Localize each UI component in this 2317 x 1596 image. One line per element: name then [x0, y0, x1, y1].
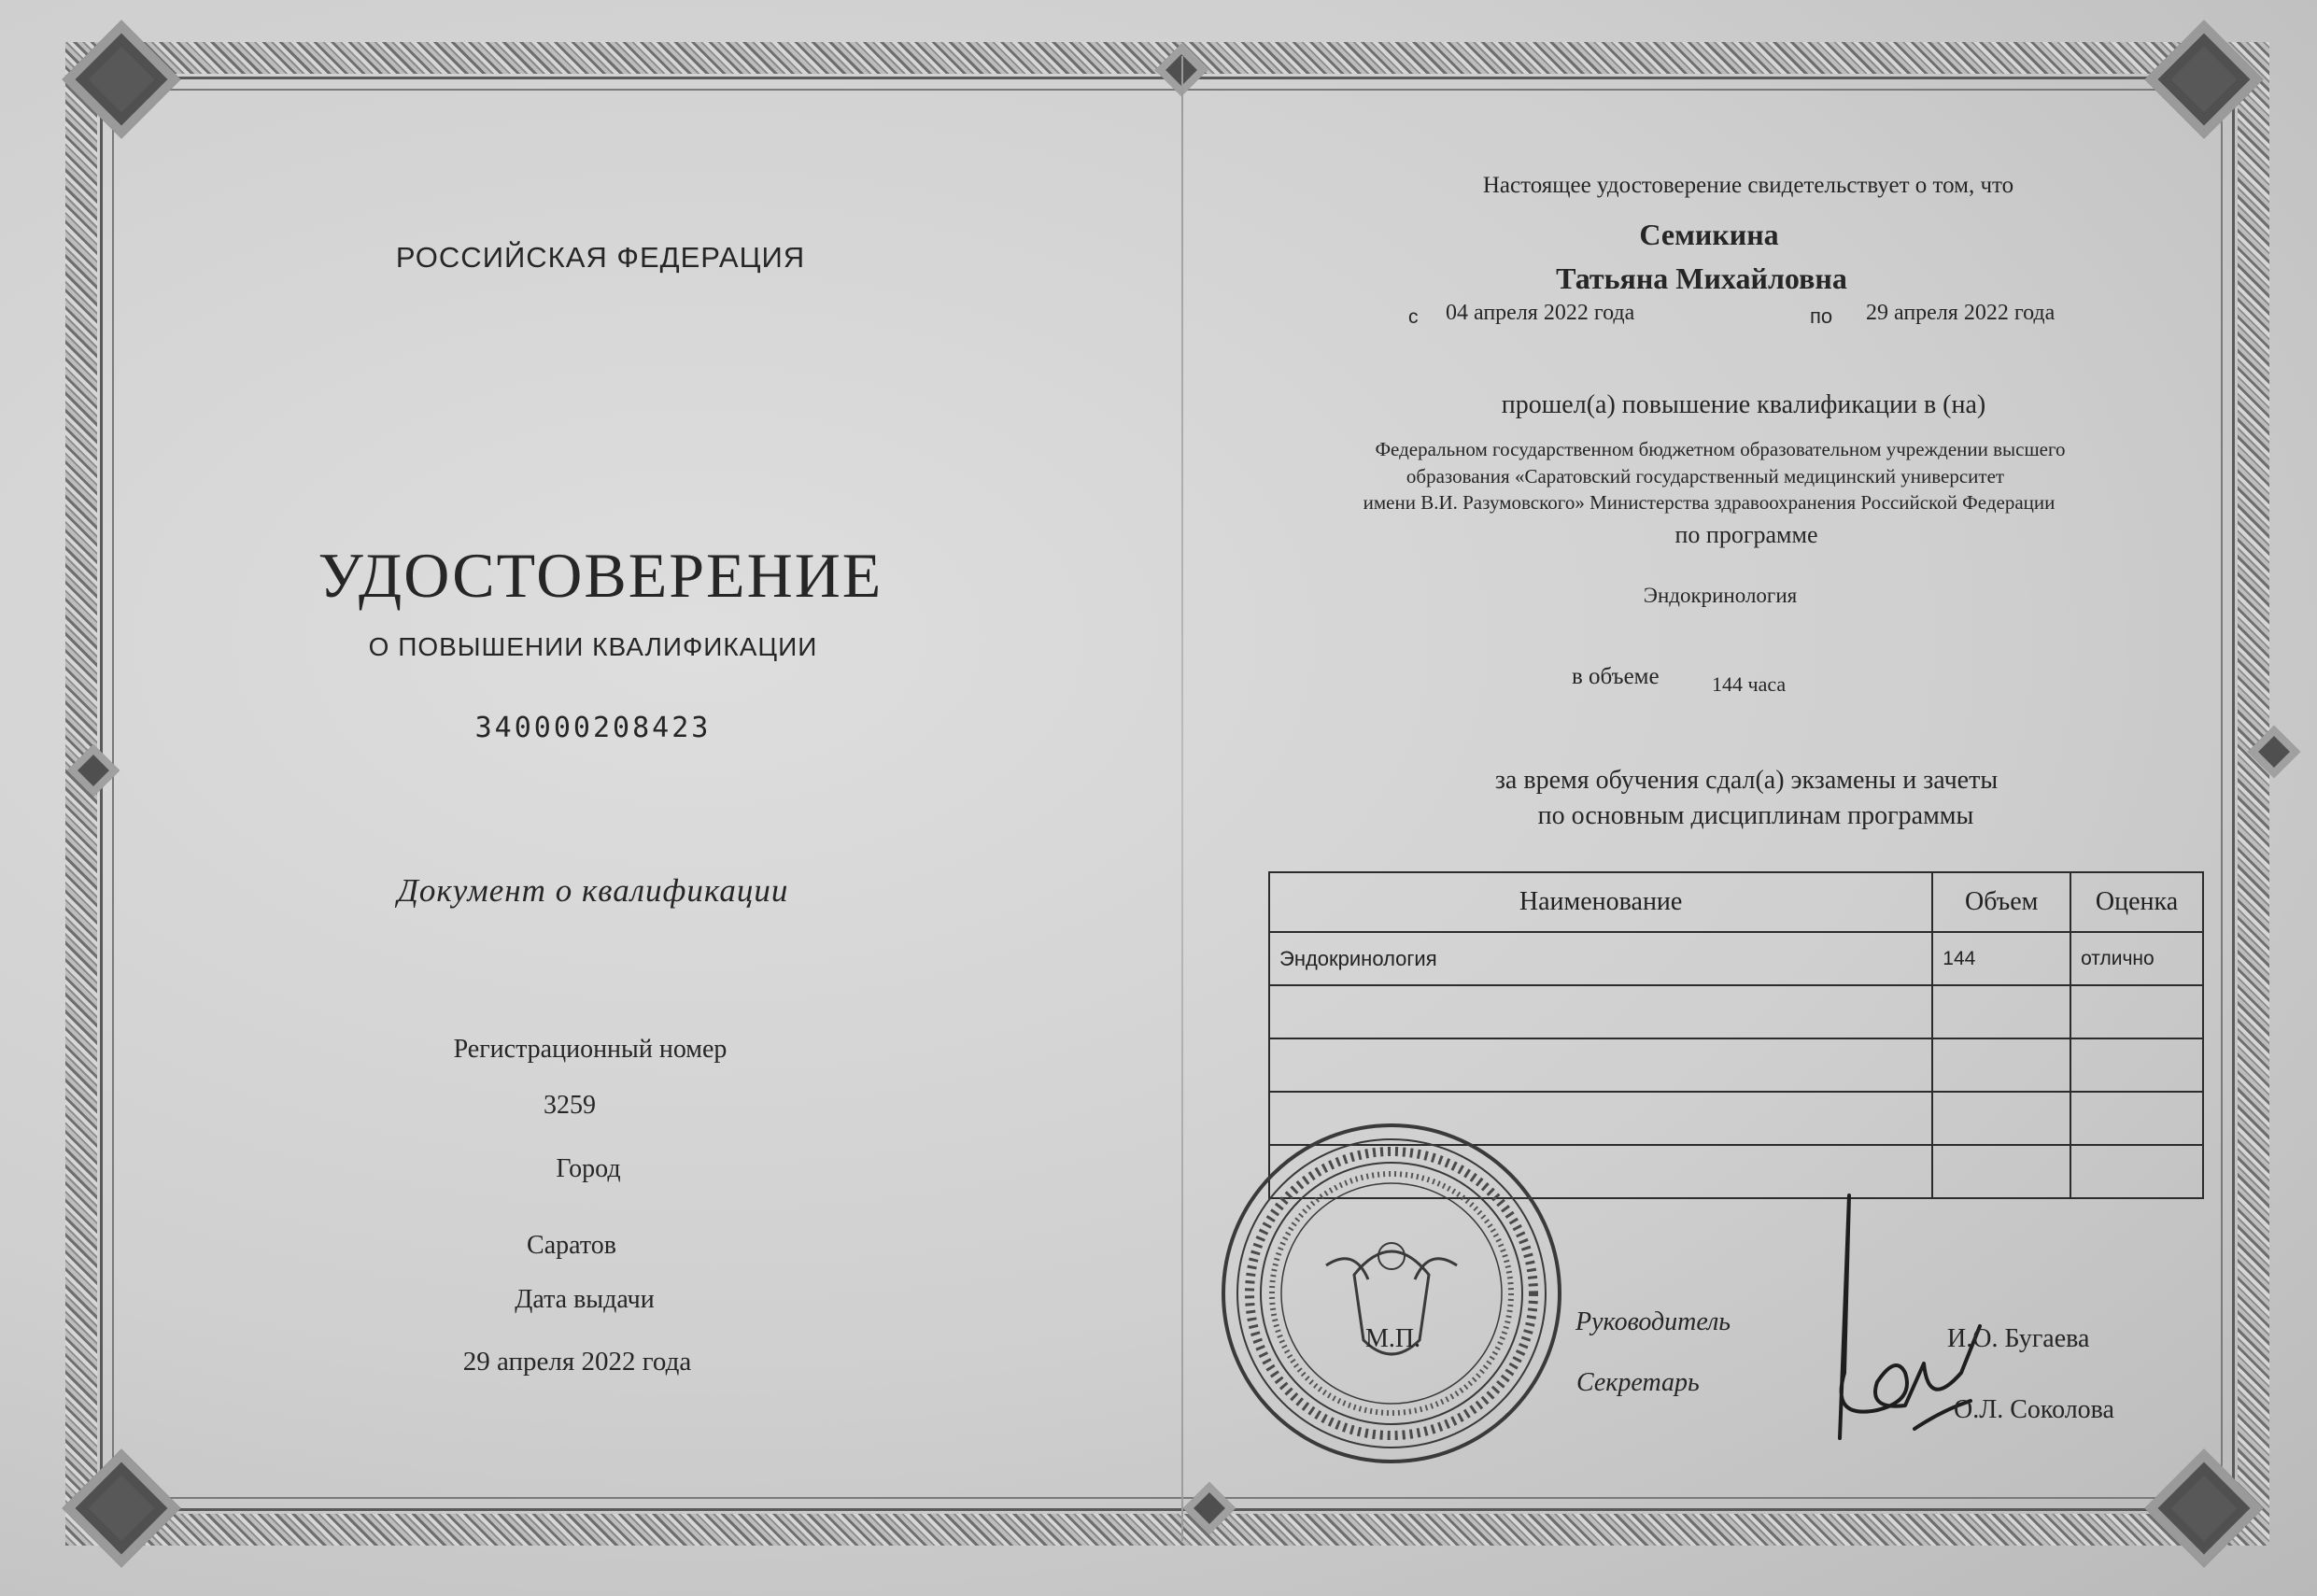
registration-label: Регистрационный номер: [453, 1035, 728, 1064]
column-header: Наименование: [1269, 872, 1932, 932]
registration-number: 3259: [544, 1091, 596, 1120]
page-fold: [1181, 56, 1183, 1541]
document-number: 340000208423: [474, 712, 712, 744]
table-row: [1269, 1038, 2203, 1092]
column-header: Объем: [1932, 872, 2070, 932]
program-label: по программе: [1674, 521, 1818, 548]
city-value: Саратов: [527, 1231, 616, 1260]
table-row: [1269, 932, 2203, 985]
city-label: Город: [556, 1154, 621, 1183]
passed-text: прошел(а) повышение квалификации в (на): [1501, 390, 1986, 419]
document-type: Документ о квалификации: [397, 872, 789, 909]
country-heading: РОССИЙСКАЯ ФЕДЕРАЦИЯ: [395, 241, 806, 274]
holder-surname: Семикина: [1639, 218, 1779, 251]
table-row: [1269, 985, 2203, 1038]
holder-name: Татьяна Михайловна: [1556, 261, 1847, 295]
volume-cell: [1932, 1038, 2070, 1092]
volume-value: 144 часа: [1712, 672, 1787, 696]
issue-date-label: Дата выдачи: [515, 1285, 655, 1314]
exams-line-1: за время обучения сдал(а) экзамены и зачеты: [1494, 766, 1999, 795]
subject-cell: [1269, 1038, 1932, 1092]
grade-cell: отлично: [2070, 932, 2203, 985]
issue-date-value: 29 апреля 2022 года: [462, 1347, 692, 1377]
organization-line-2: образования «Саратовский государственный медицинский университет: [1406, 465, 2005, 487]
volume-cell: [1932, 1092, 2070, 1145]
exams-line-2: по основным дисциплинам программы: [1537, 801, 1974, 830]
program-name: Эндокринология: [1643, 584, 1798, 607]
organization-line-1: Федеральном государственном бюджетном образовательном учреждении высшего: [1375, 438, 2066, 460]
period-to-date: 29 апреля 2022 года: [1866, 301, 2056, 325]
grade-cell: [2070, 1145, 2203, 1198]
table-header-row: [1269, 872, 2203, 932]
subject-cell: Эндокринология: [1269, 932, 1932, 985]
column-header: Оценка: [2070, 872, 2203, 932]
volume-label: в объеме: [1572, 664, 1660, 689]
document-title: УДОСТОВЕРЕНИЕ: [318, 540, 883, 611]
grade-cell: [2070, 985, 2203, 1038]
period-from-label: с: [1408, 306, 1419, 328]
official-seal: [1214, 1116, 1569, 1471]
head-label: Руководитель: [1575, 1307, 1731, 1336]
secretary-label: Секретарь: [1576, 1368, 1700, 1397]
document-subtitle: О ПОВЫШЕНИИ КВАЛИФИКАЦИИ: [368, 632, 818, 661]
grade-cell: [2070, 1092, 2203, 1145]
intro-text: Настоящее удостоверение свидетельствует о том, что: [1482, 173, 2014, 198]
volume-cell: [1932, 985, 2070, 1038]
subject-cell: [1269, 985, 1932, 1038]
stamp-label: М.П.: [1365, 1324, 1421, 1353]
period-from-date: 04 апреля 2022 года: [1446, 301, 1635, 325]
head-name: И.О. Бугаева: [1947, 1324, 2090, 1353]
secretary-name: О.Л. Соколова: [1954, 1395, 2114, 1424]
grade-cell: [2070, 1038, 2203, 1092]
organization-line-3: имени В.И. Разумовского» Министерства здравоохранения Российской Федерации: [1363, 491, 2056, 514]
period-to-label: по: [1810, 304, 1833, 328]
volume-cell: 144: [1932, 932, 2070, 985]
